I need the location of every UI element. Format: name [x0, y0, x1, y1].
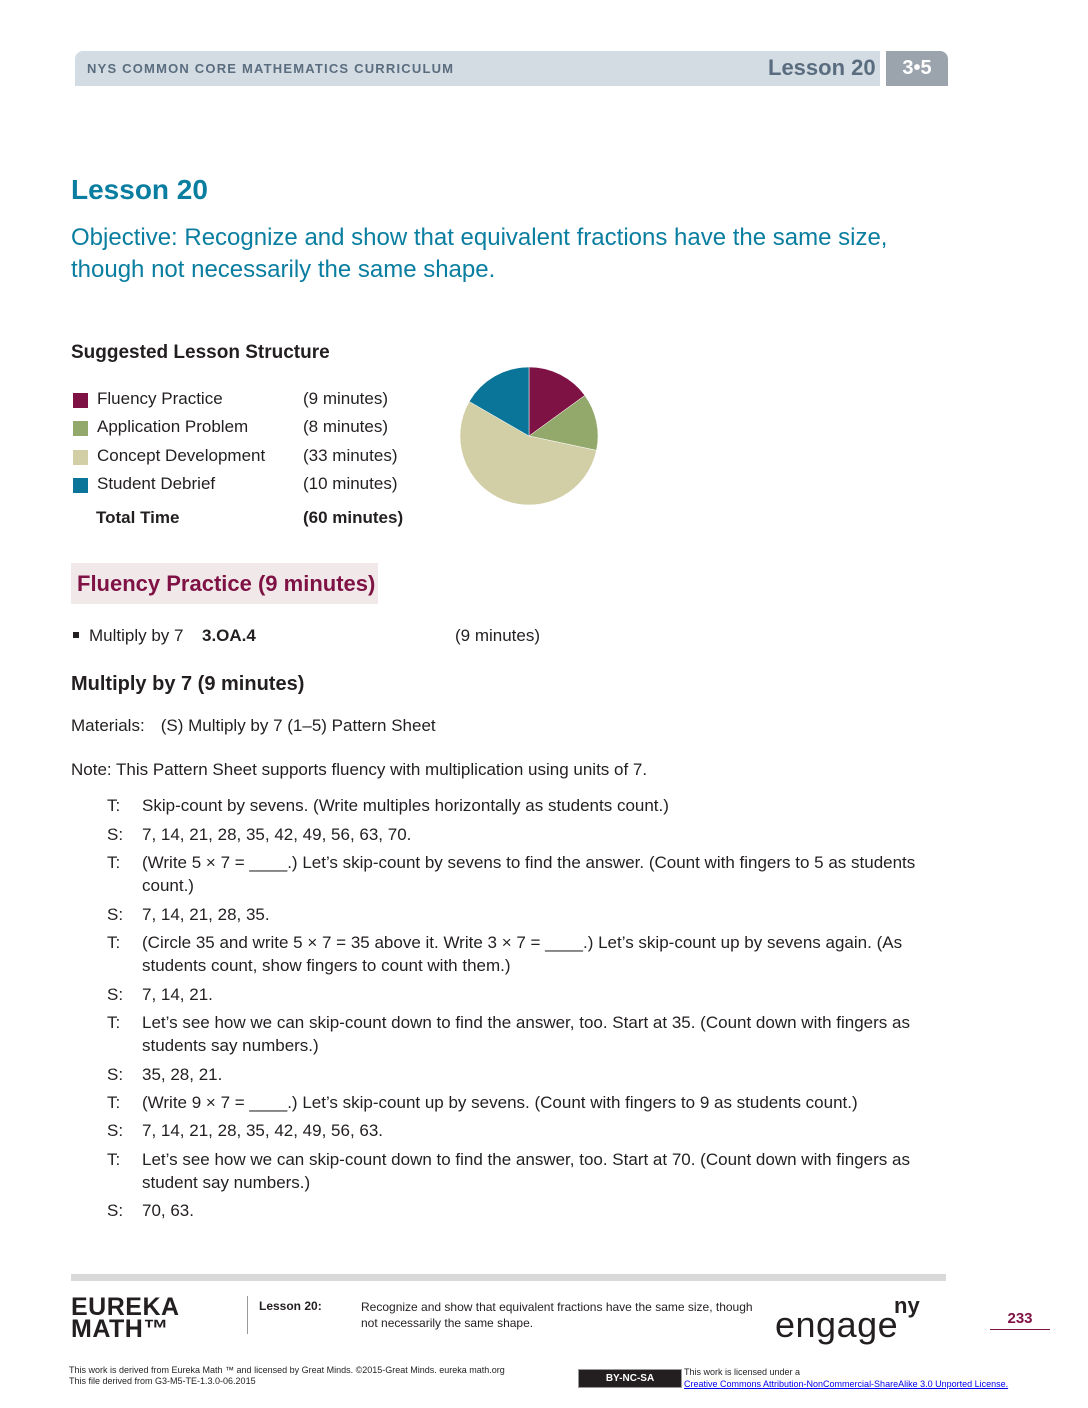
fluency-section-title: Fluency Practice (9 minutes) [77, 571, 376, 596]
logo-line: MATH™ [71, 1315, 169, 1343]
speaker: S: [107, 825, 124, 844]
legend-swatch [73, 450, 88, 465]
license-notice [69, 1365, 505, 1387]
structure-title: Suggested Lesson Structure [71, 342, 330, 363]
materials-label: Materials: [71, 716, 145, 735]
license-info [684, 1366, 1008, 1390]
speaker: S: [107, 1121, 124, 1140]
footer-lesson-label: Lesson 20: [259, 1299, 322, 1313]
speaker: T: [107, 933, 121, 952]
dialogue-text: 70, 63. [142, 1201, 194, 1220]
cc-license-badge[interactable]: BY-NC-SA [578, 1369, 682, 1388]
engageny-logo: engage [775, 1304, 899, 1345]
dialogue-text: 7, 14, 21, 28, 35, 42, 49, 56, 63, 70. [142, 825, 412, 844]
activity-name: Multiply by 7 [89, 626, 184, 645]
license-link[interactable]: Creative Commons Attribution-NonCommercial-ShareAlike 3.0 Unported License. [684, 1379, 1009, 1389]
licensed-under: This work is licensed under a [684, 1367, 801, 1377]
footer-rule [71, 1274, 946, 1281]
note: Note: This Pattern Sheet supports fluency with multiplication using units of 7. [71, 760, 648, 779]
dialogue-text: 35, 28, 21. [142, 1065, 223, 1084]
license-line: This file derived from G3-M5-TE-1.3.0-06.2015 [69, 1376, 256, 1386]
dialogue-text: 7, 14, 21, 28, 35. [142, 905, 270, 924]
dialogue-text: (Write 5 × 7 = ____.) Let’s skip-count by sevens to find the answer. (Count with fingers to 5 as students count.) [142, 853, 916, 895]
activity-time: (9 minutes) [455, 626, 541, 645]
dialogue-text: (Circle 35 and write 5 × 7 = 35 above it. Write 3 × 7 = ____.) Let’s skip-count up by sevens again. (As students count, show fingers to count with them.) [142, 933, 903, 975]
legend-label: Fluency Practice [97, 389, 223, 408]
speaker: T: [107, 1013, 121, 1032]
standard-code: 3.OA.4 [202, 626, 256, 645]
total-time-label: Total Time [96, 508, 180, 527]
legend-swatch [73, 478, 88, 493]
speaker: S: [107, 1201, 124, 1220]
page-title: Lesson 20 [71, 174, 208, 205]
legend-duration: (8 minutes) [303, 417, 389, 436]
footer-divider [247, 1296, 248, 1334]
materials [71, 716, 436, 736]
legend-swatch [73, 393, 88, 408]
dialogue-text: Let’s see how we can skip-count down to find the answer, too. Start at 35. (Count down with fingers as students say numbers.) [142, 1013, 910, 1055]
speaker: T: [107, 853, 121, 872]
speaker: T: [107, 796, 121, 815]
dialogue-text: 7, 14, 21, 28, 35, 42, 49, 56, 63. [142, 1121, 384, 1140]
speaker: T: [107, 1093, 121, 1112]
dialogue-text: Skip-count by sevens. (Write multiples horizontally as students count.) [142, 796, 669, 815]
logo-line: EUREKA [71, 1293, 180, 1321]
total-time-duration: (60 minutes) [303, 508, 404, 527]
speaker: S: [107, 1065, 124, 1084]
legend-label: Application Problem [97, 417, 249, 436]
legend-duration: (33 minutes) [303, 446, 398, 465]
materials-text: (S) Multiply by 7 (1–5) Pattern Sheet [160, 716, 436, 735]
speaker: T: [107, 1150, 121, 1169]
dialogue-text: Let’s see how we can skip-count down to find the answer, too. Start at 70. (Count down with fingers as student say numbers.) [142, 1150, 910, 1192]
activity-title: Multiply by 7 (9 minutes) [71, 673, 305, 695]
page-number: 233 [990, 1310, 1050, 1330]
license-line: This work is derived from Eureka Math ™ and licensed by Great Minds. ©2015-Great Minds. eureka math.org [69, 1365, 505, 1375]
legend-label: Concept Development [97, 446, 266, 465]
header-lesson: Lesson 20 [768, 55, 876, 80]
footer-lesson-description: Recognize and show that equivalent fractions have the same size, though not necessarily the same shape. [361, 1300, 753, 1330]
eureka-math-logo [71, 1293, 180, 1343]
bullet-icon [73, 632, 79, 638]
legend-label: Student Debrief [97, 474, 216, 493]
curriculum-title: NYS COMMON CORE MATHEMATICS CURRICULUM [87, 61, 455, 76]
dialogue-text: 7, 14, 21. [142, 985, 213, 1004]
legend-swatch [73, 421, 88, 436]
grade-module-badge: 3•5 [886, 51, 948, 86]
dialogue-text: (Write 9 × 7 = ____.) Let’s skip-count up by sevens. (Count with fingers to 9 as students count.) [142, 1093, 858, 1112]
speaker: S: [107, 985, 124, 1004]
speaker: S: [107, 905, 124, 924]
legend-duration: (9 minutes) [303, 389, 389, 408]
lesson-structure-pie-chart [458, 365, 600, 507]
engageny-logo-sup: ny [894, 1293, 920, 1318]
objective: Objective: Recognize and show that equivalent fractions have the same size, though not necessarily the same shape. [71, 224, 888, 283]
legend-duration: (10 minutes) [303, 474, 398, 493]
